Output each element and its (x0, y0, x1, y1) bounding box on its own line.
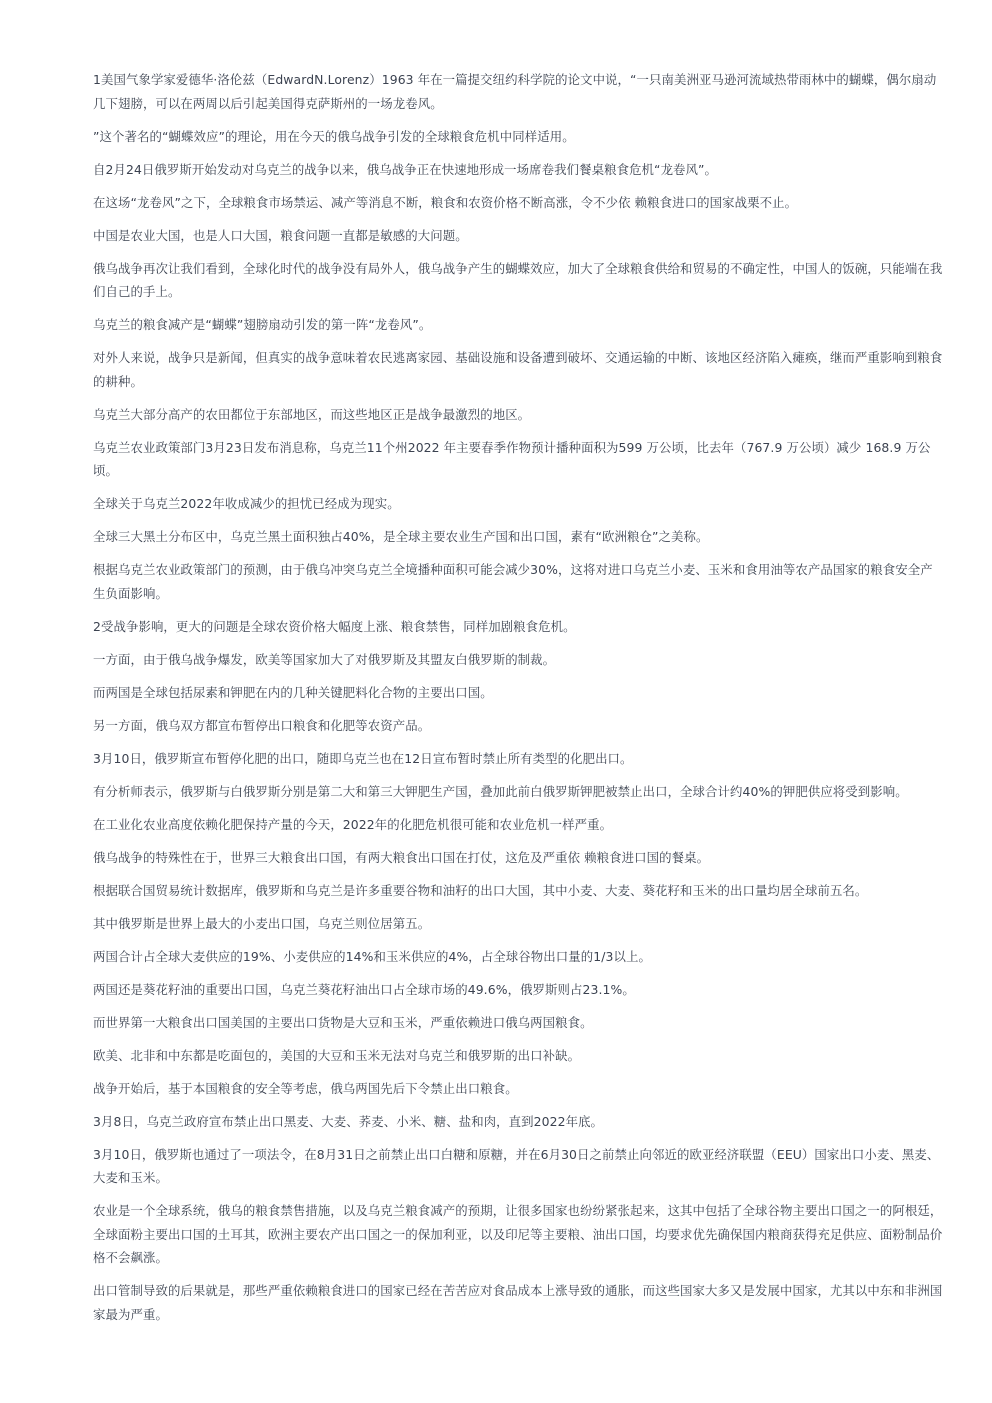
paragraph: 3月10日，俄罗斯也通过了一项法令，在8月31日之前禁止出口白糖和原糖，并在6月30日之前禁止向邻近的欧亚经济联盟（EEU）国家出口小麦、黑麦、大麦和玉米。 (93, 1146, 940, 1185)
paragraph: 3月10日，俄罗斯宣布暂停化肥的出口，随即乌克兰也在12日宣布暂时禁止所有类型的化肥出口。 (93, 750, 633, 766)
paragraph: 在这场“龙卷风”之下，全球粮食市场禁运、减产等消息不断，粮食和农资价格不断高涨，令不少依 赖粮食进口的国家战栗不止。 (93, 194, 798, 210)
paragraph: 一方面，由于俄乌战争爆发，欧美等国家加大了对俄罗斯及其盟友白俄罗斯的制裁。 (93, 651, 556, 667)
paragraph: 出口管制导致的后果就是，那些严重依赖粮食进口的国家已经在苦苦应对食品成本上涨导致的通胀，而这些国家大多又是发展中国家，尤其以中东和非洲国家最为严重。 (93, 1283, 943, 1322)
paragraph: 乌克兰农业政策部门3月23日发布消息称，乌克兰11个州2022 年主要春季作物预计播种面积为599 万公顷，比去年（767.9 万公顷）减少 168.9 万公顷。 (93, 439, 931, 478)
paragraph: 根据联合国贸易统计数据库，俄罗斯和乌克兰是许多重要谷物和油籽的出口大国，其中小麦、大麦、葵花籽和玉米的出口量均居全球前五名。 (93, 882, 868, 898)
paragraph: 俄乌战争的特殊性在于，世界三大粮食出口国，有两大粮食出口国在打仗，这危及严重依 赖粮食进口国的餐桌。 (93, 849, 710, 865)
paragraph: 全球关于乌克兰2022年收成减少的担忧已经成为现实。 (93, 496, 400, 511)
paragraph: 两国合计占全球大麦供应的19%、小麦供应的14%和玉米供应的4%，占全球谷物出口量的1/3以上。 (93, 948, 651, 964)
paragraph: 农业是一个全球系统，俄乌的粮食禁售措施，以及乌克兰粮食减产的预期，让很多国家也纷纷紧张起来，这其中包括了全球谷物主要出口国之一的阿根廷，全球面粉主要出口国的土耳其，欧洲主要农产出口国之一的保加利亚，以及印尼等主要粮、油出口国，均要求优先确保国内粮商获得充足供应、面粉制品价格不会飙涨。 (93, 1203, 943, 1265)
paragraph: 乌克兰大部分高产的农田都位于东部地区，而这些地区正是战争最激烈的地区。 (93, 406, 531, 422)
paragraph: 而两国是全球包括尿素和钾肥在内的几种关键肥料化合物的主要出口国。 (93, 684, 493, 700)
paragraph: 战争开始后，基于本国粮食的安全等考虑，俄乌两国先后下令禁止出口粮食。 (93, 1080, 518, 1096)
paragraph: 另一方面，俄乌双方都宣布暂停出口粮食和化肥等农资产品。 (93, 717, 431, 733)
paragraph: 2受战争影响，更大的问题是全球农资价格大幅度上涨、粮食禁售，同样加剧粮食危机。 (93, 618, 576, 634)
paragraph: 乌克兰的粮食减产是“蝴蝶”翅膀扇动引发的第一阵“龙卷风”。 (93, 317, 432, 332)
paragraph: 对外人来说，战争只是新闻，但真实的战争意味着农民逃离家园、基础设施和设备遭到破坏、交通运输的中断、该地区经济陷入瘫痪，继而严重影响到粮食的耕种。 (93, 350, 943, 389)
paragraph: ”这个著名的“蝴蝶效应”的理论，用在今天的俄乌战争引发的全球粮食危机中同样适用。 (93, 128, 575, 144)
paragraph: 在工业化农业高度依赖化肥保持产量的今天，2022年的化肥危机很可能和农业危机一样严重。 (93, 816, 613, 832)
paragraph: 其中俄罗斯是世界上最大的小麦出口国，乌克兰则位居第五。 (93, 915, 431, 931)
paragraph: 全球三大黑土分布区中，乌克兰黑土面积独占40%，是全球主要农业生产国和出口国，素有“欧洲粮仓”之美称。 (93, 529, 709, 544)
paragraph: 有分析师表示，俄罗斯与白俄罗斯分别是第二大和第三大钾肥生产国，叠加此前白俄罗斯钾肥被禁止出口，全球合计约40%的钾肥供应将受到影响。 (93, 783, 908, 799)
paragraph: 而世界第一大粮食出口国美国的主要出口货物是大豆和玉米，严重依赖进口俄乌两国粮食。 (93, 1014, 593, 1030)
paragraph: 欧美、北非和中东都是吃面包的，美国的大豆和玉米无法对乌克兰和俄罗斯的出口补缺。 (93, 1047, 581, 1063)
paragraph: 自2月24日俄罗斯开始发动对乌克兰的战争以来，俄乌战争正在快速地形成一场席卷我们餐桌粮食危机“龙卷风”。 (93, 161, 718, 177)
paragraph: 根据乌克兰农业政策部门的预测，由于俄乌冲突乌克兰全境播种面积可能会减少30%，这将对进口乌克兰小麦、玉米和食用油等农产品国家的粮食安全产生负面影响。 (93, 562, 933, 601)
paragraph: 中国是农业大国，也是人口大国，粮食问题一直都是敏感的大问题。 (93, 227, 468, 243)
paragraph: 1美国气象学家爱德华·洛伦兹（EdwardN.Lorenz）1963 年在一篇提交纽约科学院的论文中说，“一只南美洲亚马逊河流域热带雨林中的蝴蝶，偶尔扇动几下翅膀，可以在两周以后引起美国得克萨斯州的一场龙卷风。 (93, 72, 937, 111)
paragraph: 两国还是葵花籽油的重要出口国，乌克兰葵花籽油出口占全球市场的49.6%，俄罗斯则占23.1%。 (93, 981, 635, 997)
paragraph: 俄乌战争再次让我们看到，全球化时代的战争没有局外人，俄乌战争产生的蝴蝶效应，加大了全球粮食供给和贸易的不确定性，中国人的饭碗，只能端在我们自己的手上。 (93, 260, 943, 299)
article-body (93, 68, 943, 1336)
paragraph: 3月8日，乌克兰政府宣布禁止出口黑麦、大麦、荞麦、小米、糖、盐和肉，直到2022年底。 (93, 1113, 604, 1129)
